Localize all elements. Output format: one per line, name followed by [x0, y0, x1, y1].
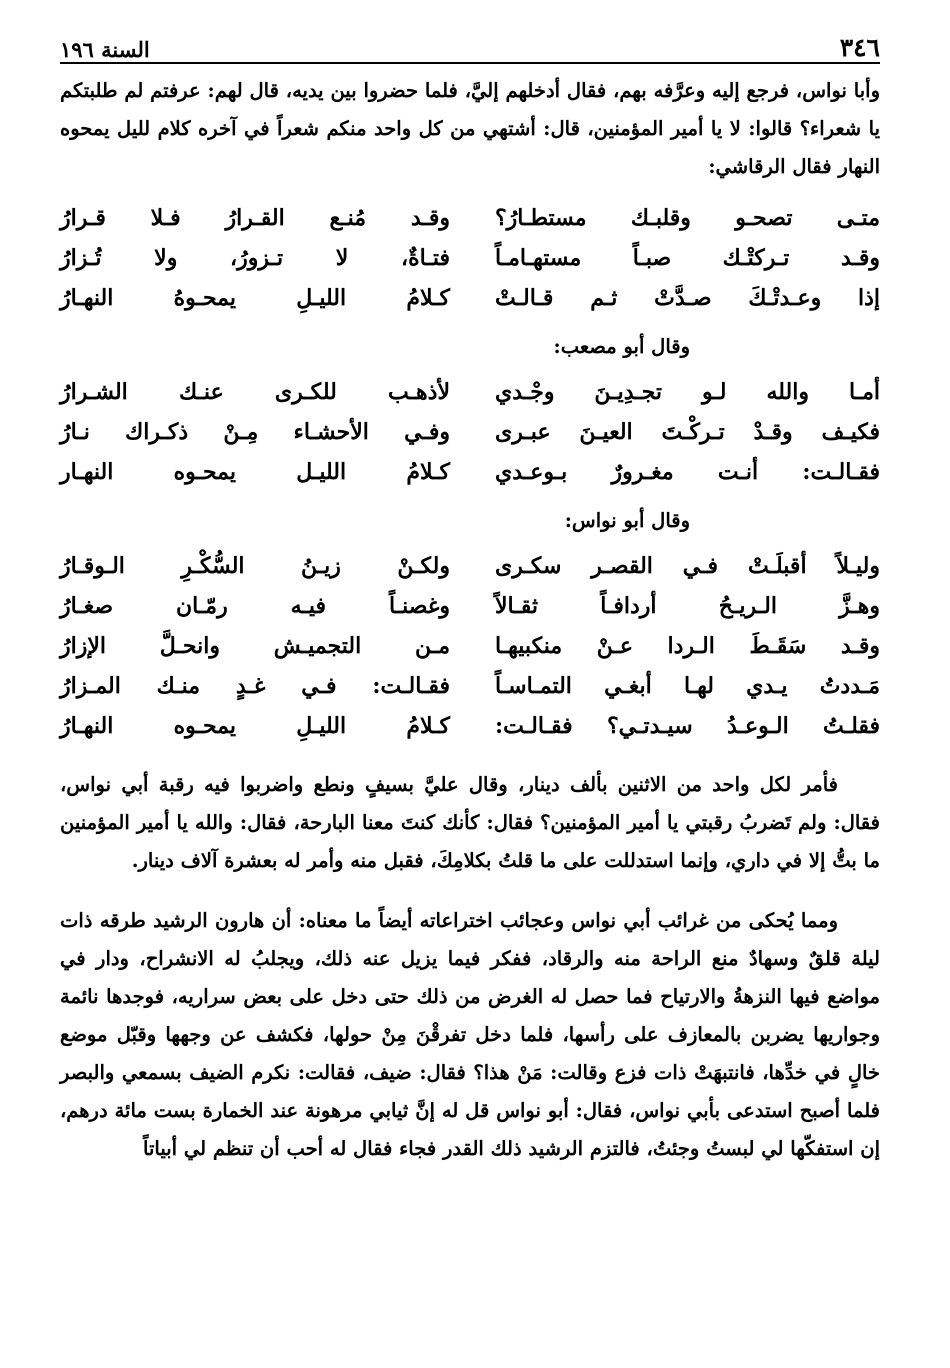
heading-abu-nuwas: وقال أبو نواس:	[564, 509, 690, 532]
poem-abu-musab	[60, 372, 880, 492]
verse	[60, 706, 880, 746]
verse-first-hemistich: متـى تصحـو وقلبـك مستطـارُ؟	[495, 205, 880, 231]
heading-abu-musab: وقال أبو مصعب:	[553, 335, 690, 358]
running-title: السنة ١٩٦	[60, 37, 150, 62]
verse-second-hemistich: فتـاةٌ، لا تـزورُ، ولا تُـزارُ	[60, 245, 450, 271]
verse-second-hemistich: كـلامُ الليـل يمحـوه النهـار	[60, 459, 450, 485]
paragraph-story: ومما يُحكى من غرائب أبي نواس وعجائب اختراعاته أيضاً ما معناه: أن هارون الرشيد طرقه ذات ليلة قلقٌ وسهادٌ منع الراحة منه والرقاد، ففكر فيما يزيل عنه ذلك، ويجلبُ له الانشراح، ودار في مواضع فيها النزهةُ والارتياح فما حصل له الغرض من ذلك حتى دخل على بعض سراريه، فوجدها نائمة وجواريها يضربن بالمعازف على رأسها، فلما دخل تفرقْنَ مِنْ حولها، فكشف عن وجهها وقبّل موضع خالٍ في خدِّها، فانتبهَتْ ذات فزع وقالت: مَنْ هذا؟ فقال: ضيف، فقالت: نكرم الضيف بسمعي والبصر فلما أصبح استدعى بأبي نواس، فقال: أبو نواس قل له إنَّ ثيابي مرهونة عند الخمارة بست مائة درهم، إن استفكّها لي لبستُ وجئتُ، فالتزم الرشيد ذلك القدر فجاء فقال له أحب أن تنظم لي أبياتاً	[60, 909, 880, 1160]
verse-first-hemistich: فقـالـت: أنـت مغـرورٌ بـوعـدي	[495, 459, 880, 485]
verse-first-hemistich: وليـلاً أقبلَـتْ فـي القصـر سكـرى	[495, 553, 880, 579]
verse	[60, 238, 880, 278]
page-header	[60, 18, 880, 64]
verse	[60, 452, 880, 492]
verse-first-hemistich: فقلـتُ الـوعـدُ سيـدتـي؟ فقـالـت:	[495, 713, 880, 739]
verse	[60, 278, 880, 318]
verse-second-hemistich: وقـد مُنـع القـرارُ فـلا قـرارُ	[60, 205, 450, 231]
poem-abu-nuwas	[60, 546, 880, 746]
verse-second-hemistich: كـلامُ الليـلِ يمحـوهُ النهـارُ	[60, 285, 450, 311]
verse-first-hemistich: مَـددتُ يـدي لهـا أبغـي التمـاسـاً	[495, 673, 880, 699]
poem-raqashi	[60, 198, 880, 318]
page-number: ٣٤٦	[839, 33, 880, 62]
verse-second-hemistich: وغصنـاً فيـه رمّـان صغـارُ	[60, 593, 450, 619]
intro-paragraph: وأبا نواس، فرجع إليه وعرَّفه بهم، فقال أدخلهم إليَّ، فلما حضروا بين يديه، قال لهم: عرفتم لم طلبتكم يا شعراء؟ قالوا: لا يا أمير المؤمنين، قال: أشتهي من كل واحد منكم شعراً في آخره كلام لليل يمحوه النهار فقال الرقاشي:	[60, 79, 880, 178]
verse-second-hemistich: فقـالـت: فـي غـدٍ منـك المـزارُ	[60, 673, 450, 699]
paragraph-reward: فأمر لكل واحد من الاثنين بألف دينار، وقال عليَّ بسيفٍ ونطع واضربوا فيه رقبة أبي نواس، فقال: ولم تَضربُ رقبتي يا أمير المؤمنين؟ فقال: كأنك كنتَ معنا البارحة، فقال: والله يا أمير المؤمنين ما بتُّ إلا في داري، وإنما استدللت على ما قلتُ بكلامِكَ، فقبل منه وأمر له بعشرة آلاف دينار.	[60, 773, 880, 872]
verse	[60, 372, 880, 412]
verse	[60, 666, 880, 706]
book-page	[60, 18, 880, 1168]
verse-first-hemistich: وقـد سَقَـطَ الـردا عـنْ منكبيهـا	[495, 633, 880, 659]
verse-first-hemistich: وقـد تـركتْـك صبـاً مستهـامـاً	[495, 245, 880, 271]
verse-first-hemistich: أمـا والله لـو تجـدِيـنَ وجْـدي	[495, 379, 880, 405]
verse-second-hemistich: ولكـنْ زيـنُ السُّكْـرِ الـوقـارُ	[60, 553, 450, 579]
verse-second-hemistich: مـن التجميـش وانحـلَّ الإزارُ	[60, 633, 450, 659]
verse	[60, 586, 880, 626]
verse-second-hemistich: لأذهـب للكـرى عنـك الشـرارُ	[60, 379, 450, 405]
verse-first-hemistich: وهـزَّ الـريـحُ أردافـاً ثقـالاً	[495, 593, 880, 619]
verse-second-hemistich: وفـي الأحشـاء مِـنْ ذكـراك نـارُ	[60, 419, 450, 445]
verse-first-hemistich: إذا وعـدتْـكَ صـدَّتْ ثـم قـالـتْ	[495, 285, 880, 311]
verse-first-hemistich: فكيـف وقـدْ تـركْـتَ العيـنَ عبـرى	[495, 419, 880, 445]
verse	[60, 546, 880, 586]
verse	[60, 198, 880, 238]
verse	[60, 626, 880, 666]
verse-second-hemistich: كـلامُ الليـلِ يمحـوه النهـارُ	[60, 713, 450, 739]
verse	[60, 412, 880, 452]
